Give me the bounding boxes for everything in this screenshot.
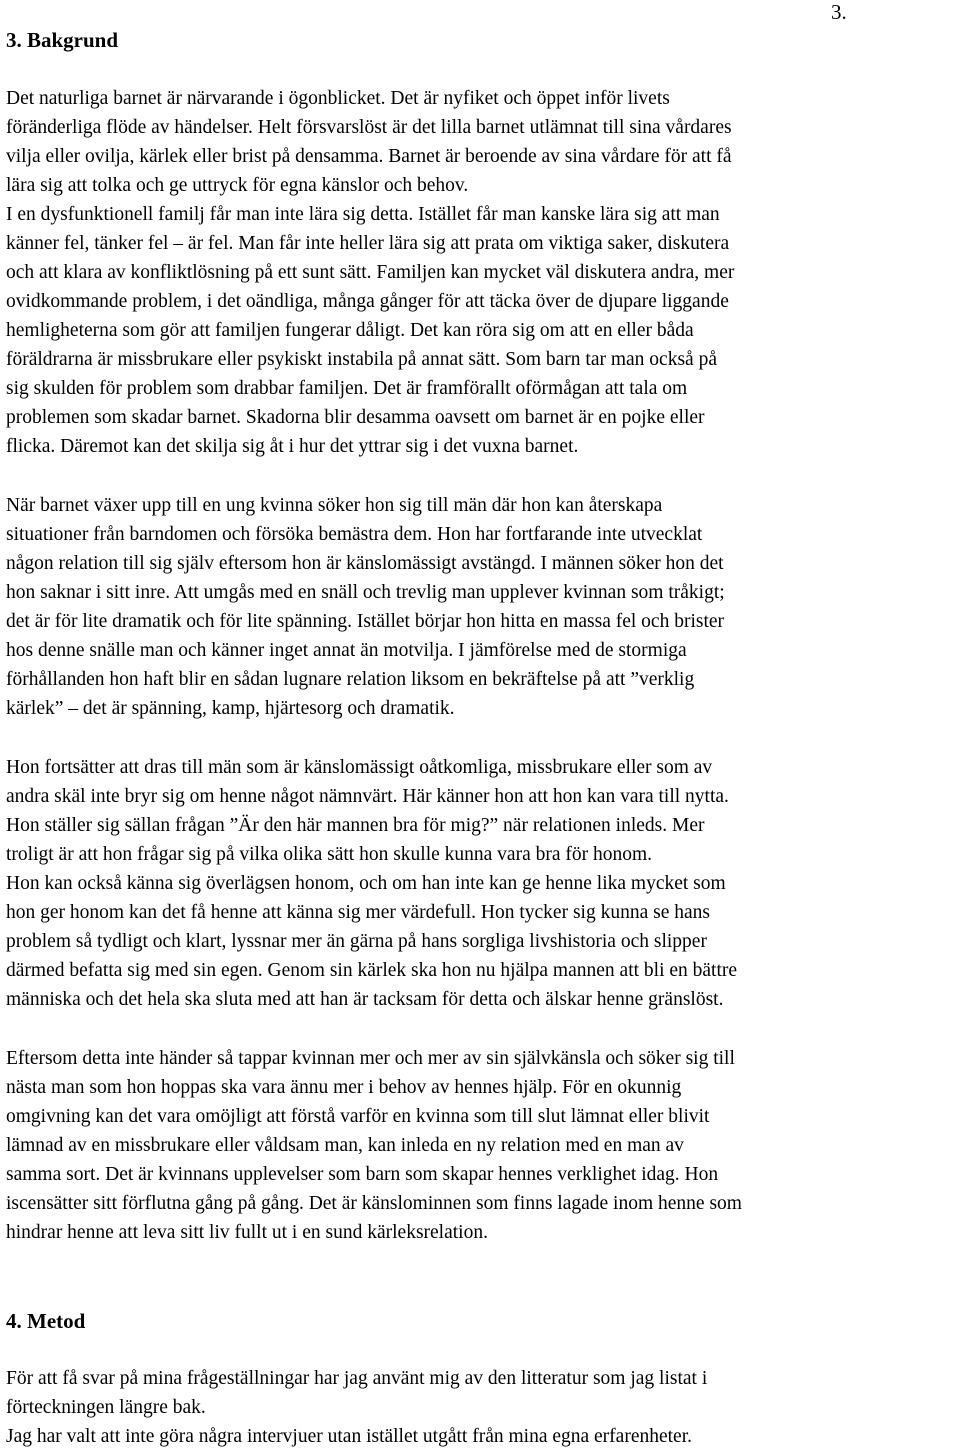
paragraph [6, 753, 954, 1014]
text-line: lämnad av en missbrukare eller våldsam man, kan inleda en ny relation med en man av [6, 1135, 684, 1156]
paragraph [6, 1044, 954, 1247]
text-line: kärlek” – det är spänning, kamp, hjärtesorg och dramatik. [6, 698, 455, 719]
text-line: därmed befatta sig med sin egen. Genom sin kärlek ska hon nu hjälpa mannen att bli en bättre [6, 960, 738, 981]
text-line: föränderliga flöde av händelser. Helt försvarslöst är det lilla barnet utlämnat till sina vårdares [6, 117, 732, 138]
text-line: sig skulden för problem som drabbar familjen. Det är framförallt oförmågan att tala om [6, 378, 688, 399]
text-line: Det naturliga barnet är närvarande i ögonblicket. Det är nyfiket och öppet inför livets [6, 88, 670, 109]
paragraph [6, 1364, 954, 1451]
text-line: I en dysfunktionell familj får man inte lära sig detta. Istället får man kanske lära sig att man [6, 204, 720, 225]
text-line: någon relation till sig själv eftersom hon är känslomässigt avstängd. I männen söker hon det [6, 553, 724, 574]
text-line: förteckningen längre bak. [6, 1397, 206, 1418]
text-line: ovidkommande problem, i det oändliga, många gånger för att täcka över de djupare liggande [6, 291, 729, 312]
text-line: Hon ställer sig sällan frågan ”Är den här mannen bra för mig?” när relationen inleds. Mer [6, 815, 705, 836]
text-line: Eftersom detta inte händer så tappar kvinnan mer och mer av sin självkänsla och söker sig till [6, 1048, 735, 1069]
text-line: flicka. Däremot kan det skilja sig åt i hur det yttrar sig i det vuxna barnet. [6, 436, 579, 457]
paragraph [6, 84, 954, 461]
page-number: 3. [831, 0, 847, 24]
text-line: det är för lite dramatik och för lite spänning. Istället börjar hon hitta en massa fel och brister [6, 611, 725, 632]
text-line: nästa man som hon hoppas ska vara ännu mer i behov av hennes hjälp. För en okunnig [6, 1077, 682, 1098]
text-line: problemen som skadar barnet. Skadorna blir desamma oavsett om barnet är en pojke eller [6, 407, 705, 428]
paragraph [6, 491, 954, 723]
text-line: Hon kan också känna sig överlägsen honom, och om han inte kan ge henne lika mycket som [6, 873, 726, 894]
text-line: människa och det hela ska sluta med att han är tacksam för detta och älskar henne gränslöst. [6, 989, 724, 1010]
text-line: situationer från barndomen och försöka bemästra dem. Hon har fortfarande inte utvecklat [6, 524, 703, 545]
text-line: omgivning kan det vara omöjligt att förstå varför en kvinna som till slut lämnat eller blivit [6, 1106, 710, 1127]
text-line: troligt är att hon frågar sig på vilka olika sätt hon skulle kunna vara bra för honom. [6, 844, 653, 865]
section-heading-bakgrund: 3. Bakgrund [6, 28, 119, 52]
text-line: För att få svar på mina frågeställningar har jag använt mig av den litteratur som jag listat i [6, 1368, 708, 1389]
text-line: andra skäl inte bryr sig om henne något nämnvärt. Här känner hon att hon kan vara till nytta. [6, 786, 729, 807]
text-line: iscensätter sitt förflutna gång på gång. Det är känslominnen som finns lagade inom henne som [6, 1193, 742, 1214]
text-line: samma sort. Det är kvinnans upplevelser som barn som skapar hennes verklighet idag. Hon [6, 1164, 719, 1185]
text-line: hon ger honom kan det få henne att känna sig mer värdefull. Hon tycker sig kunna se hans [6, 902, 710, 923]
text-line: Jag har valt att inte göra några intervjuer utan istället utgått från mina egna erfarenheter. [6, 1426, 692, 1447]
text-line: och att klara av konfliktlösning på ett sunt sätt. Familjen kan mycket väl diskutera andra, mer [6, 262, 735, 283]
text-line: problem så tydligt och klart, lyssnar mer än gärna på hans sorgliga livshistoria och slipper [6, 931, 707, 952]
text-line: förhållanden hon haft blir en sådan lugnare relation liksom en bekräftelse på att ”verklig [6, 669, 695, 690]
text-line: lära sig att tolka och ge uttryck för egna känslor och behov. [6, 175, 469, 196]
text-line: vilja eller ovilja, kärlek eller brist på densamma. Barnet är beroende av sina vårdare för att få [6, 146, 732, 167]
text-line: hos denne snälle man och känner inget annat än motvilja. I jämförelse med de stormiga [6, 640, 687, 661]
text-line: föräldrarna är missbrukare eller psykiskt instabila på annat sätt. Som barn tar man också på [6, 349, 717, 370]
section-heading-metod: 4. Metod [6, 1309, 86, 1333]
text-line: hon saknar i sitt inre. Att umgås med en snäll och trevlig man upplever kvinnan som tråkigt; [6, 582, 725, 603]
text-line: känner fel, tänker fel – är fel. Man får inte heller lära sig att prata om viktiga saker, diskutera [6, 233, 730, 254]
text-line: Hon fortsätter att dras till män som är känslomässigt oåtkomliga, missbrukare eller som av [6, 757, 713, 778]
text-line: När barnet växer upp till en ung kvinna söker hon sig till män där hon kan återskapa [6, 495, 663, 516]
text-line: hemligheterna som gör att familjen fungerar dåligt. Det kan röra sig om att en eller båda [6, 320, 694, 341]
text-line: hindrar henne att leva sitt liv fullt ut i en sund kärleksrelation. [6, 1222, 488, 1243]
